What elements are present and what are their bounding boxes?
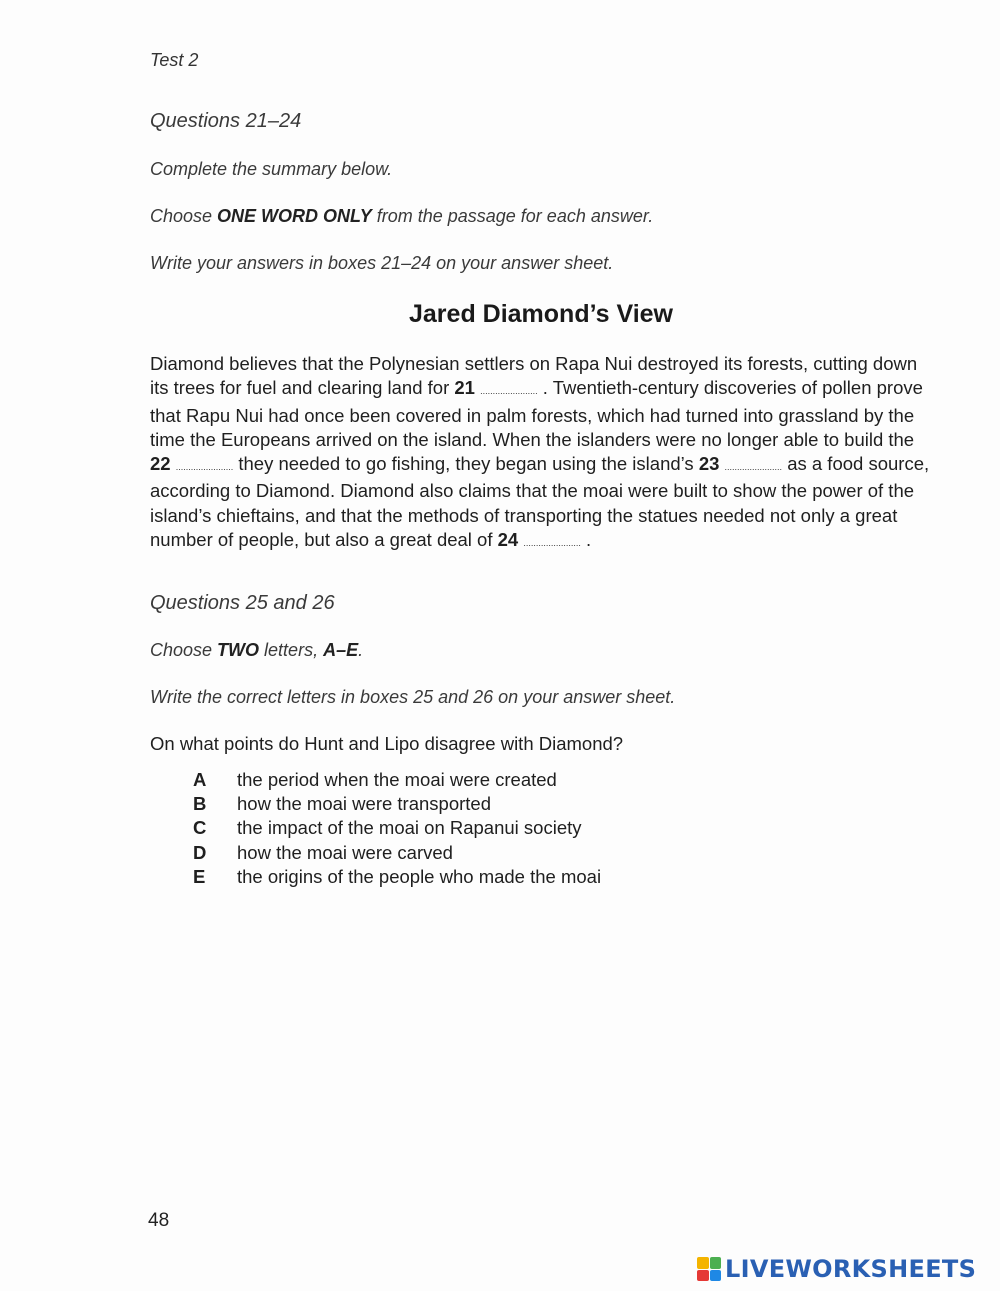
option-text: how the moai were carved <box>237 841 453 863</box>
option-letter: E <box>193 865 206 887</box>
gap-number-23: 23 <box>698 453 720 475</box>
option-text: how the moai were transported <box>237 793 491 815</box>
option-letter: B <box>193 793 207 815</box>
gap-number-22: 22 <box>150 453 171 475</box>
answer-gap-24[interactable]: ....................... <box>523 538 581 549</box>
summary-title: Jared Diamond’s View <box>409 300 673 328</box>
answer-gap-23[interactable]: ....................... <box>724 462 783 473</box>
option-e[interactable] <box>193 865 601 889</box>
test-label: Test 2 <box>150 50 199 70</box>
option-c[interactable] <box>193 816 601 840</box>
questions-21-24-heading: Questions 21–24 <box>150 110 302 132</box>
liveworksheets-watermark[interactable] <box>697 1255 976 1283</box>
summary-paragraph: Diamond believes that the Polynesian settlers on Rapa Nui destroyed its forests, cutting down its trees for fuel and clearing land for 21 ....................... . Twentieth-century discoveries of pollen prove that Rapu Nui had once been covered in palm forests, which had turned into grassland by the time the Europeans arrived on the island. When the islanders were no longer able to build the 22 ....................... they needed to go fishing, they began using the island’s 23 ....................... as a food source, according to Diamond. Diamond also claims that the moai were built to show the power of the island’s chieftains, and that the methods of transporting the statues needed not only a great number of people, but also a great deal of 24 ....................... . <box>150 352 935 555</box>
option-b[interactable] <box>193 792 601 816</box>
option-letter: C <box>193 817 207 839</box>
gap-number-24: 24 <box>497 529 519 551</box>
instruction-emphasis: ONE WORD ONLY <box>217 206 372 226</box>
option-letter: A <box>193 769 207 791</box>
answer-gap-21[interactable]: ....................... <box>480 386 538 397</box>
watermark-text: LIVEWORKSHEETS <box>725 1255 977 1283</box>
gap-number-21: 21 <box>454 377 475 399</box>
option-text: the origins of the people who made the moai <box>237 865 602 887</box>
question-text: On what points do Hunt and Lipo disagree with Diamond? <box>150 733 624 754</box>
option-letter: D <box>193 841 207 863</box>
instruction-complete-summary: Complete the summary below. <box>150 159 393 179</box>
instruction-choose-word: Choose ONE WORD ONLY from the passage for each answer. <box>150 206 654 226</box>
option-text: the period when the moai were created <box>237 769 557 791</box>
option-a[interactable] <box>193 768 601 792</box>
option-d[interactable] <box>193 841 601 865</box>
instruction-choose-letters: Choose TWO letters, A–E. <box>150 640 364 660</box>
liveworksheets-logo-icon <box>697 1257 721 1281</box>
answer-gap-22[interactable]: ....................... <box>175 462 234 473</box>
answer-options-list <box>193 768 601 889</box>
questions-25-26-heading: Questions 25 and 26 <box>150 592 335 614</box>
page-number: 48 <box>148 1210 170 1231</box>
option-text: the impact of the moai on Rapanui society <box>237 817 582 839</box>
instruction-write-answers: Write your answers in boxes 21–24 on your answer sheet. <box>150 253 614 273</box>
instruction-write-letters: Write the correct letters in boxes 25 and 26 on your answer sheet. <box>150 687 676 707</box>
